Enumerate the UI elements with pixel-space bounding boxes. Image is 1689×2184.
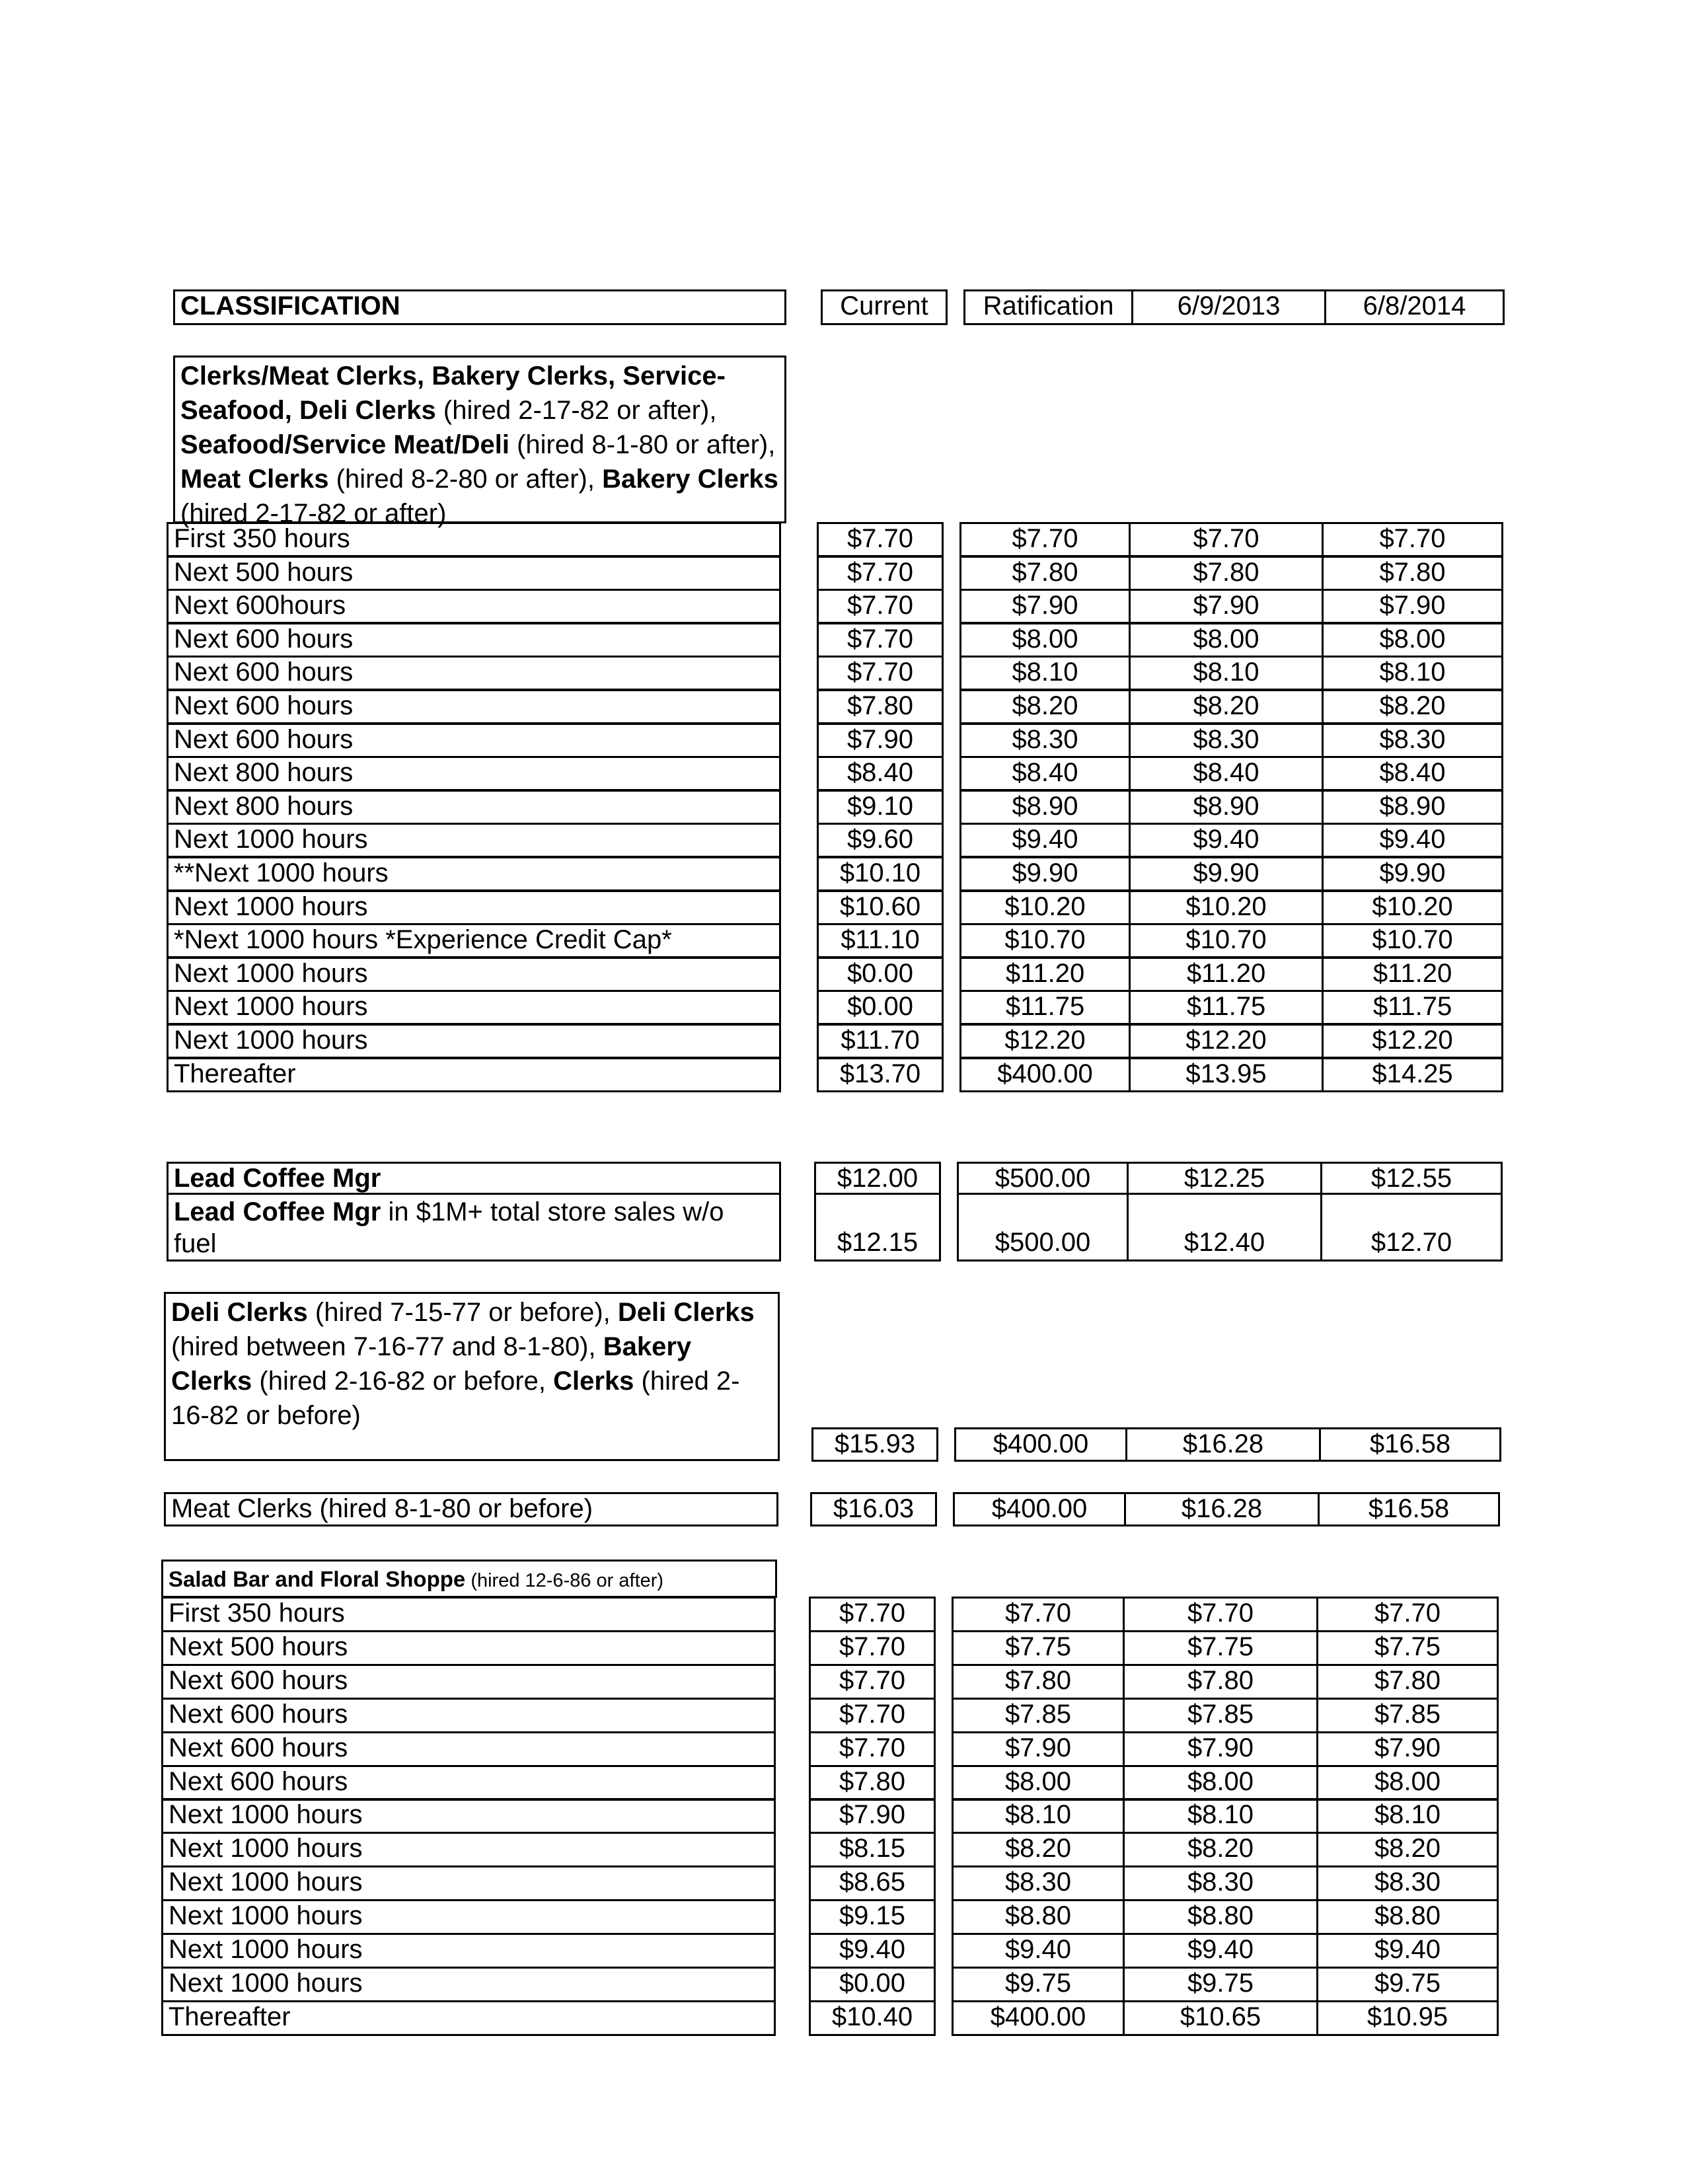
table-cell-ratification: $8.00 bbox=[959, 622, 1131, 658]
table-cell-current: $9.10 bbox=[817, 790, 944, 825]
table-cell-2014: $7.85 bbox=[1316, 1698, 1499, 1733]
table-cell-2014: $8.10 bbox=[1322, 656, 1503, 691]
table-cell-2014: $9.40 bbox=[1322, 823, 1503, 858]
table-cell-2013: $9.40 bbox=[1123, 1933, 1318, 1969]
table-row-label: First 350 hours bbox=[167, 522, 781, 557]
description-segment: (hired 7-15-77 or before), bbox=[307, 1298, 618, 1327]
coffee-row2-label-bold: Lead Coffee Mgr bbox=[174, 1197, 381, 1226]
table-cell-2013: $8.80 bbox=[1123, 1899, 1318, 1935]
meat-clerks-ratification: $400.00 bbox=[953, 1492, 1126, 1526]
table-cell-current: $13.70 bbox=[817, 1057, 944, 1092]
table-cell-current: $7.70 bbox=[817, 589, 944, 624]
table-cell-2014: $7.80 bbox=[1322, 556, 1503, 591]
table-cell-current: $8.40 bbox=[817, 756, 944, 791]
table-row-label: Next 600 hours bbox=[161, 1765, 776, 1801]
description-segment: (hired between 7-16-77 and 8-1-80), bbox=[171, 1332, 603, 1361]
table-cell-ratification: $9.90 bbox=[959, 856, 1131, 891]
table-cell-ratification: $9.75 bbox=[952, 1967, 1125, 2002]
coffee-row2-label bbox=[167, 1193, 781, 1261]
table-cell-current: $0.00 bbox=[809, 1967, 936, 2002]
table-cell-2013: $10.65 bbox=[1123, 2000, 1318, 2036]
description-segment: (hired 8-1-80 or after), bbox=[509, 430, 776, 459]
table-cell-2013: $7.90 bbox=[1123, 1731, 1318, 1767]
coffee-row1-current: $12.00 bbox=[814, 1162, 941, 1195]
table-cell-current: $7.80 bbox=[817, 689, 944, 724]
table-cell-ratification: $8.80 bbox=[952, 1899, 1125, 1935]
table-cell-2013: $8.10 bbox=[1123, 1798, 1318, 1834]
table-row-label: Next 600 hours bbox=[167, 689, 781, 724]
group3-title-rest: (hired 12-6-86 or after) bbox=[465, 1570, 664, 1591]
table-cell-ratification: $8.40 bbox=[959, 756, 1131, 791]
table-cell-ratification: $11.75 bbox=[959, 990, 1131, 1025]
table-cell-2013: $9.40 bbox=[1129, 823, 1324, 858]
table-cell-2014: $8.00 bbox=[1316, 1765, 1499, 1801]
table-cell-ratification: $7.80 bbox=[959, 556, 1131, 591]
group2-2013: $16.28 bbox=[1125, 1427, 1321, 1462]
table-row-label: *Next 1000 hours *Experience Credit Cap* bbox=[167, 923, 781, 958]
table-row-label: Next 600 hours bbox=[167, 622, 781, 658]
meat-clerks-current: $16.03 bbox=[810, 1492, 937, 1526]
table-cell-2014: $9.75 bbox=[1316, 1967, 1499, 2002]
table-cell-2013: $7.90 bbox=[1129, 589, 1324, 624]
table-cell-2014: $10.20 bbox=[1322, 890, 1503, 925]
table-cell-ratification: $12.20 bbox=[959, 1024, 1131, 1059]
table-cell-2014: $7.90 bbox=[1322, 589, 1503, 624]
description-segment: (hired 2-17-82 or after) bbox=[180, 499, 447, 528]
table-row-label: Next 1000 hours bbox=[161, 1832, 776, 1867]
table-row-label: Next 600 hours bbox=[161, 1698, 776, 1733]
table-cell-2014: $8.90 bbox=[1322, 790, 1503, 825]
table-cell-ratification: $11.20 bbox=[959, 957, 1131, 992]
table-cell-2013: $9.75 bbox=[1123, 1967, 1318, 2002]
table-row-label: Next 1000 hours bbox=[161, 1967, 776, 2002]
table-cell-ratification: $7.70 bbox=[959, 522, 1131, 557]
table-cell-current: $10.60 bbox=[817, 890, 944, 925]
coffee-row2-2014: $12.70 bbox=[1320, 1193, 1503, 1261]
table-cell-2013: $7.70 bbox=[1123, 1597, 1318, 1632]
table-cell-2014: $8.80 bbox=[1316, 1899, 1499, 1935]
group3-title bbox=[161, 1560, 777, 1598]
description-segment: (hired 2-16-82 or before) bbox=[171, 1367, 740, 1430]
table-cell-current: $7.70 bbox=[809, 1630, 936, 1666]
table-row-label: Next 600 hours bbox=[167, 723, 781, 758]
table-cell-2013: $10.20 bbox=[1129, 890, 1324, 925]
description-segment: Bakery Clerks bbox=[602, 465, 778, 494]
table-cell-2014: $8.00 bbox=[1322, 622, 1503, 658]
table-cell-2014: $9.90 bbox=[1322, 856, 1503, 891]
table-cell-2014: $11.75 bbox=[1322, 990, 1503, 1025]
table-cell-2013: $10.70 bbox=[1129, 923, 1324, 958]
description-segment: Bakery Clerks bbox=[171, 1332, 692, 1396]
meat-clerks-2013: $16.28 bbox=[1124, 1492, 1320, 1526]
group2-ratification: $400.00 bbox=[954, 1427, 1127, 1462]
table-cell-ratification: $7.85 bbox=[952, 1698, 1125, 1733]
table-row-label: Next 1000 hours bbox=[161, 1933, 776, 1969]
description-segment: Seafood/Service Meat/Deli bbox=[180, 430, 509, 459]
table-cell-ratification: $400.00 bbox=[952, 2000, 1125, 2036]
description-segment: Clerks/Meat Clerks, Bakery Clerks, Service-Seafood, Deli Clerks bbox=[180, 361, 726, 425]
table-cell-ratification: $400.00 bbox=[959, 1057, 1131, 1092]
table-cell-ratification: $8.30 bbox=[952, 1865, 1125, 1901]
table-cell-2013: $8.20 bbox=[1123, 1832, 1318, 1867]
table-cell-2013: $8.30 bbox=[1123, 1865, 1318, 1901]
table-cell-current: $10.10 bbox=[817, 856, 944, 891]
description-segment: Clerks bbox=[553, 1367, 634, 1396]
table-cell-2013: $8.20 bbox=[1129, 689, 1324, 724]
group2-2014: $16.58 bbox=[1319, 1427, 1501, 1462]
table-cell-ratification: $7.70 bbox=[952, 1597, 1125, 1632]
table-cell-2013: $8.00 bbox=[1129, 622, 1324, 658]
table-cell-ratification: $7.90 bbox=[959, 589, 1131, 624]
table-cell-ratification: $8.10 bbox=[952, 1798, 1125, 1834]
table-cell-2014: $7.90 bbox=[1316, 1731, 1499, 1767]
description-segment: (hired 2-16-82 or before, bbox=[252, 1367, 554, 1396]
table-cell-ratification: $10.70 bbox=[959, 923, 1131, 958]
table-row-label: Next 800 hours bbox=[167, 790, 781, 825]
coffee-row1-label-bold: Lead Coffee Mgr bbox=[174, 1164, 381, 1193]
table-row-label: Next 1000 hours bbox=[167, 990, 781, 1025]
table-cell-ratification: $7.90 bbox=[952, 1731, 1125, 1767]
group2-description bbox=[164, 1292, 780, 1461]
table-cell-2013: $7.80 bbox=[1123, 1664, 1318, 1700]
table-cell-2013: $12.20 bbox=[1129, 1024, 1324, 1059]
table-cell-2013: $11.20 bbox=[1129, 957, 1324, 992]
table-cell-2014: $7.70 bbox=[1322, 522, 1503, 557]
table-cell-current: $7.70 bbox=[809, 1664, 936, 1700]
table-cell-2014: $10.70 bbox=[1322, 923, 1503, 958]
table-cell-2013: $7.70 bbox=[1129, 522, 1324, 557]
table-cell-2014: $7.70 bbox=[1316, 1597, 1499, 1632]
coffee-row1-2014: $12.55 bbox=[1320, 1162, 1503, 1195]
table-row-label: Next 600hours bbox=[167, 589, 781, 624]
description-segment: Meat Clerks bbox=[180, 465, 329, 494]
table-cell-ratification: $8.10 bbox=[959, 656, 1131, 691]
coffee-row2-current: $12.15 bbox=[814, 1193, 941, 1261]
group2-current: $15.93 bbox=[811, 1427, 938, 1462]
table-cell-current: $7.70 bbox=[809, 1731, 936, 1767]
table-cell-2013: $7.80 bbox=[1129, 556, 1324, 591]
table-cell-current: $7.70 bbox=[817, 522, 944, 557]
table-cell-2014: $11.20 bbox=[1322, 957, 1503, 992]
description-segment: (hired 2-17-82 or after), bbox=[435, 396, 717, 425]
table-cell-2013: $9.90 bbox=[1129, 856, 1324, 891]
table-cell-2014: $7.80 bbox=[1316, 1664, 1499, 1700]
table-row-label: Next 1000 hours bbox=[167, 823, 781, 858]
table-cell-2013: $7.75 bbox=[1123, 1630, 1318, 1666]
table-cell-ratification: $7.75 bbox=[952, 1630, 1125, 1666]
table-row-label: Next 800 hours bbox=[167, 756, 781, 791]
table-cell-ratification: $9.40 bbox=[959, 823, 1131, 858]
column-header-date-2014: 6/8/2014 bbox=[1324, 289, 1505, 325]
table-cell-current: $9.60 bbox=[817, 823, 944, 858]
table-row-label: Next 1000 hours bbox=[161, 1899, 776, 1935]
table-cell-2014: $8.30 bbox=[1322, 723, 1503, 758]
table-cell-current: $10.40 bbox=[809, 2000, 936, 2036]
table-row-label: Next 600 hours bbox=[161, 1664, 776, 1700]
table-cell-current: $7.70 bbox=[817, 656, 944, 691]
table-cell-current: $7.70 bbox=[809, 1698, 936, 1733]
table-cell-current: $7.80 bbox=[809, 1765, 936, 1801]
table-cell-current: $11.70 bbox=[817, 1024, 944, 1059]
group1-description bbox=[173, 356, 786, 528]
table-row-label: Thereafter bbox=[167, 1057, 781, 1092]
coffee-row1-label bbox=[167, 1162, 781, 1195]
table-row-label: Next 1000 hours bbox=[167, 957, 781, 992]
table-cell-2014: $9.40 bbox=[1316, 1933, 1499, 1969]
table-row-label: Thereafter bbox=[161, 2000, 776, 2036]
column-header-current: Current bbox=[821, 289, 948, 325]
coffee-row2-ratification: $500.00 bbox=[957, 1193, 1129, 1261]
table-cell-ratification: $8.20 bbox=[959, 689, 1131, 724]
table-cell-current: $11.10 bbox=[817, 923, 944, 958]
table-cell-current: $7.70 bbox=[817, 622, 944, 658]
table-row-label: Next 600 hours bbox=[161, 1731, 776, 1767]
table-cell-2014: $8.20 bbox=[1316, 1832, 1499, 1867]
coffee-row2-2013: $12.40 bbox=[1127, 1193, 1322, 1261]
table-cell-ratification: $10.20 bbox=[959, 890, 1131, 925]
table-cell-2013: $8.10 bbox=[1129, 656, 1324, 691]
table-cell-ratification: $8.90 bbox=[959, 790, 1131, 825]
table-cell-current: $7.70 bbox=[809, 1597, 936, 1632]
table-cell-2013: $13.95 bbox=[1129, 1057, 1324, 1092]
table-cell-ratification: $7.80 bbox=[952, 1664, 1125, 1700]
table-cell-current: $9.40 bbox=[809, 1933, 936, 1969]
coffee-row1-2013: $12.25 bbox=[1127, 1162, 1322, 1195]
table-cell-current: $8.65 bbox=[809, 1865, 936, 1901]
group3-title-bold: Salad Bar and Floral Shoppe bbox=[169, 1567, 466, 1591]
table-cell-current: $7.70 bbox=[817, 556, 944, 591]
table-row-label: Next 1000 hours bbox=[161, 1798, 776, 1834]
table-row-label: Next 1000 hours bbox=[167, 1024, 781, 1059]
table-cell-2014: $10.95 bbox=[1316, 2000, 1499, 2036]
table-row-label: Next 500 hours bbox=[167, 556, 781, 591]
meat-clerks-label: Meat Clerks (hired 8-1-80 or before) bbox=[164, 1492, 778, 1526]
table-cell-2014: $14.25 bbox=[1322, 1057, 1503, 1092]
table-row-label: Next 600 hours bbox=[167, 656, 781, 691]
table-cell-current: $9.15 bbox=[809, 1899, 936, 1935]
coffee-row2-label-rest: in $1M+ total store sales w/o fuel bbox=[174, 1197, 724, 1258]
table-cell-2014: $8.40 bbox=[1322, 756, 1503, 791]
table-row-label: Next 1000 hours bbox=[167, 890, 781, 925]
table-cell-2013: $8.00 bbox=[1123, 1765, 1318, 1801]
table-cell-2013: $8.30 bbox=[1129, 723, 1324, 758]
table-cell-2014: $8.30 bbox=[1316, 1865, 1499, 1901]
table-cell-2013: $7.85 bbox=[1123, 1698, 1318, 1733]
table-cell-ratification: $8.00 bbox=[952, 1765, 1125, 1801]
description-segment: Deli Clerks bbox=[171, 1298, 308, 1327]
description-segment: Deli Clerks bbox=[617, 1298, 755, 1327]
table-cell-ratification: $9.40 bbox=[952, 1933, 1125, 1969]
table-row-label: Next 1000 hours bbox=[161, 1865, 776, 1901]
table-cell-2014: $12.20 bbox=[1322, 1024, 1503, 1059]
table-cell-2014: $7.75 bbox=[1316, 1630, 1499, 1666]
meat-clerks-2014: $16.58 bbox=[1318, 1492, 1500, 1526]
classification-header: CLASSIFICATION bbox=[173, 289, 786, 325]
description-segment: (hired 8-2-80 or after), bbox=[328, 465, 603, 494]
table-cell-2014: $8.10 bbox=[1316, 1798, 1499, 1834]
column-header-date-2013: 6/9/2013 bbox=[1131, 289, 1326, 325]
table-cell-ratification: $8.20 bbox=[952, 1832, 1125, 1867]
table-row-label: Next 500 hours bbox=[161, 1630, 776, 1666]
table-row-label: **Next 1000 hours bbox=[167, 856, 781, 891]
table-cell-current: $8.15 bbox=[809, 1832, 936, 1867]
table-cell-current: $7.90 bbox=[809, 1798, 936, 1834]
table-cell-current: $0.00 bbox=[817, 990, 944, 1025]
table-cell-2013: $11.75 bbox=[1129, 990, 1324, 1025]
table-cell-current: $7.90 bbox=[817, 723, 944, 758]
column-header-ratification: Ratification bbox=[963, 289, 1133, 325]
table-cell-2013: $8.90 bbox=[1129, 790, 1324, 825]
table-cell-ratification: $8.30 bbox=[959, 723, 1131, 758]
table-row-label: First 350 hours bbox=[161, 1597, 776, 1632]
table-cell-2013: $8.40 bbox=[1129, 756, 1324, 791]
coffee-row1-ratification: $500.00 bbox=[957, 1162, 1129, 1195]
table-cell-2014: $8.20 bbox=[1322, 689, 1503, 724]
table-cell-current: $0.00 bbox=[817, 957, 944, 992]
